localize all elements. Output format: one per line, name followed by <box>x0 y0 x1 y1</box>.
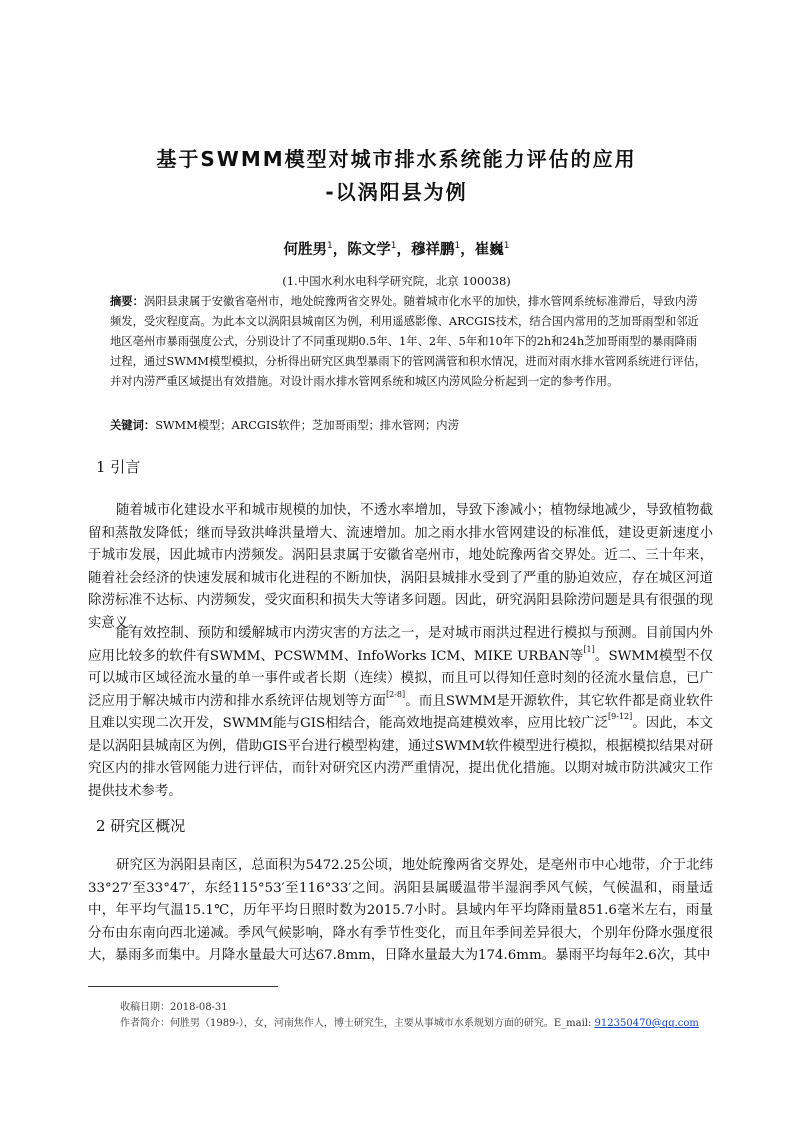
abstract <box>110 292 708 392</box>
citation[interactable]: [2-8] <box>386 689 406 699</box>
author-affiliation-mark: 1 <box>390 241 397 252</box>
author-name: 陈文学 <box>347 242 391 258</box>
footnote-divider <box>88 986 278 987</box>
citation[interactable]: [9-12] <box>607 712 633 721</box>
paragraph-text: 。SWMM模型不仅可以城市区域径流水量的单一事件或者长期（连续）模拟，而且可以得知任意时刻的径流水量信息，已广泛应用于解决城市内涝和排水系统评估规划等方面 <box>88 648 714 709</box>
paper-title: 基于SWMM模型对城市排水系统能力评估的应用 <box>156 147 637 171</box>
paragraph <box>88 623 713 803</box>
keywords-label: 关键词： <box>110 419 156 432</box>
affiliation: (1.中国水利水电科学研究院，北京 100038) <box>282 274 511 288</box>
paragraph: 研究区为涡阳县南区，总面积为5472.25公顷，地处皖豫两省交界处，是亳州市中心地带，介于北纬33°27′至33°47′，东经115°53′至116°33′之间。涡阳县属暖温带半湿润季风气候，气候温和，雨量适中，年平均气温15.1℃，历年平均日照时数为2015.7小时。县域内年平均降雨量851.6毫米左右，雨量分布由东南向西北递减。季风气候影响，降水有季节性变化，而且年季间差异很大，个别年份降水强度很大，暴雨多而集中。月降水量最大可达67.8mm，日降水量最大为174.6mm。暴雨平均每年2.6次，其中 <box>88 858 713 963</box>
author-bio-text: 作者简介：何胜男（1989-），女，河南焦作人，博士研究生，主要从事城市水系规划方面的研究。E_mail: <box>120 1018 595 1029</box>
paragraph-text: 能有效控制、预防和缓解城市内涝灾害的方法之一，是对城市雨洪过程进行模拟与预测。目前国内外应用比较多的软件有SWMM、PCSWMM、InfoWorks ICM、MIKE URBAN等 <box>88 626 713 664</box>
author-name: 何胜男 <box>283 242 328 258</box>
email-link[interactable]: 912350470@qq.com <box>594 1018 699 1029</box>
paragraph: 随着城市化建设水平和城市规模的加快，不透水率增加，导致下渗减小；植物绿地减少，导致植物截留和蒸散发降低；继而导致洪峰洪量增大、流速增加。加之雨水排水管网建设的标准低，建设更新速度小于城市发展，因此城市内涝频发。涡阳县隶属于安徽省亳州市，地处皖豫两省交界处。近二、三十年来，随着社会经济的快速发展和城市化进程的不断加快，涡阳县城排水受到了严重的胁迫效应，存在城区河道除涝标准不达标、内涝频发，受灾面积和损失大等诸多问题。因此，研究涡阳县除涝问题是具有很强的现实意义。 <box>88 503 713 631</box>
paragraph-text: 。因此，本文是以涡阳县城南区为例，借助GIS平台进行模型构建，通过SWMM软件模型进行模拟，根据模拟结果对研究区内的排水管网能力进行评估，而针对研究区内涝严重情况，提出优化措施。以期对城市防洪减灾工作提供技术参考。 <box>88 716 713 799</box>
author-list <box>0 238 793 259</box>
section-heading-study-area: 2 研究区概况 <box>96 817 186 835</box>
author-affiliation-mark: 1 <box>327 241 333 252</box>
keywords <box>110 417 708 433</box>
abstract-text: 涡阳县隶属于安徽省亳州市，地处皖豫两省交界处。随着城市化水平的加快，排水管网系统标准滞后，导致内涝频发，受灾程度高。为此本文以涡阳县城南区为例，利用遥感影像、ARCGIS技术，结合国内常用的芝加哥雨型和邻近地区亳州市暴雨强度公式，分别设计了不同重现期0.5年、1年、2年、5年和10年下的2h和24h芝加哥雨型的暴雨降雨过程，通过SWMM模型模拟，分析得出研究区典型暴雨下的管网满管和积水情况，进而对雨水排水管网系统进行评估，并对内涝严重区域提出有效措施。对设计雨水排水管网系统和城区内涝风险分析起到一定的参考作用。 <box>110 295 707 388</box>
author-separator: ， <box>332 242 348 258</box>
keywords-text: SWMM模型；ARCGIS软件；芝加哥雨型；排水管网；内涝 <box>155 419 459 432</box>
author-affiliation-mark: 1 <box>454 241 461 252</box>
abstract-label: 摘要： <box>110 295 144 308</box>
citation[interactable]: [1] <box>583 644 595 654</box>
author-name: 崔巍 <box>474 242 504 258</box>
paper-subtitle: -以涡阳县为例 <box>325 180 468 204</box>
section-heading-introduction: 1 引言 <box>96 458 141 476</box>
footnote-received-date: 收稿日期：2018-08-31 <box>120 1002 228 1013</box>
author-separator: ， <box>460 242 475 258</box>
author-affiliation-mark: 1 <box>503 241 510 252</box>
author-name: 穆祥鹏 <box>411 242 455 258</box>
author-separator: ， <box>396 242 411 258</box>
paragraph-text: 。而且SWMM是开源软件，其它软件都是商业软件且难以实现二次开发，SWMM能与GIS相结合，能高效地提高建模效率，应用比较广泛 <box>88 693 713 731</box>
footnote-author-bio <box>120 1014 699 1029</box>
